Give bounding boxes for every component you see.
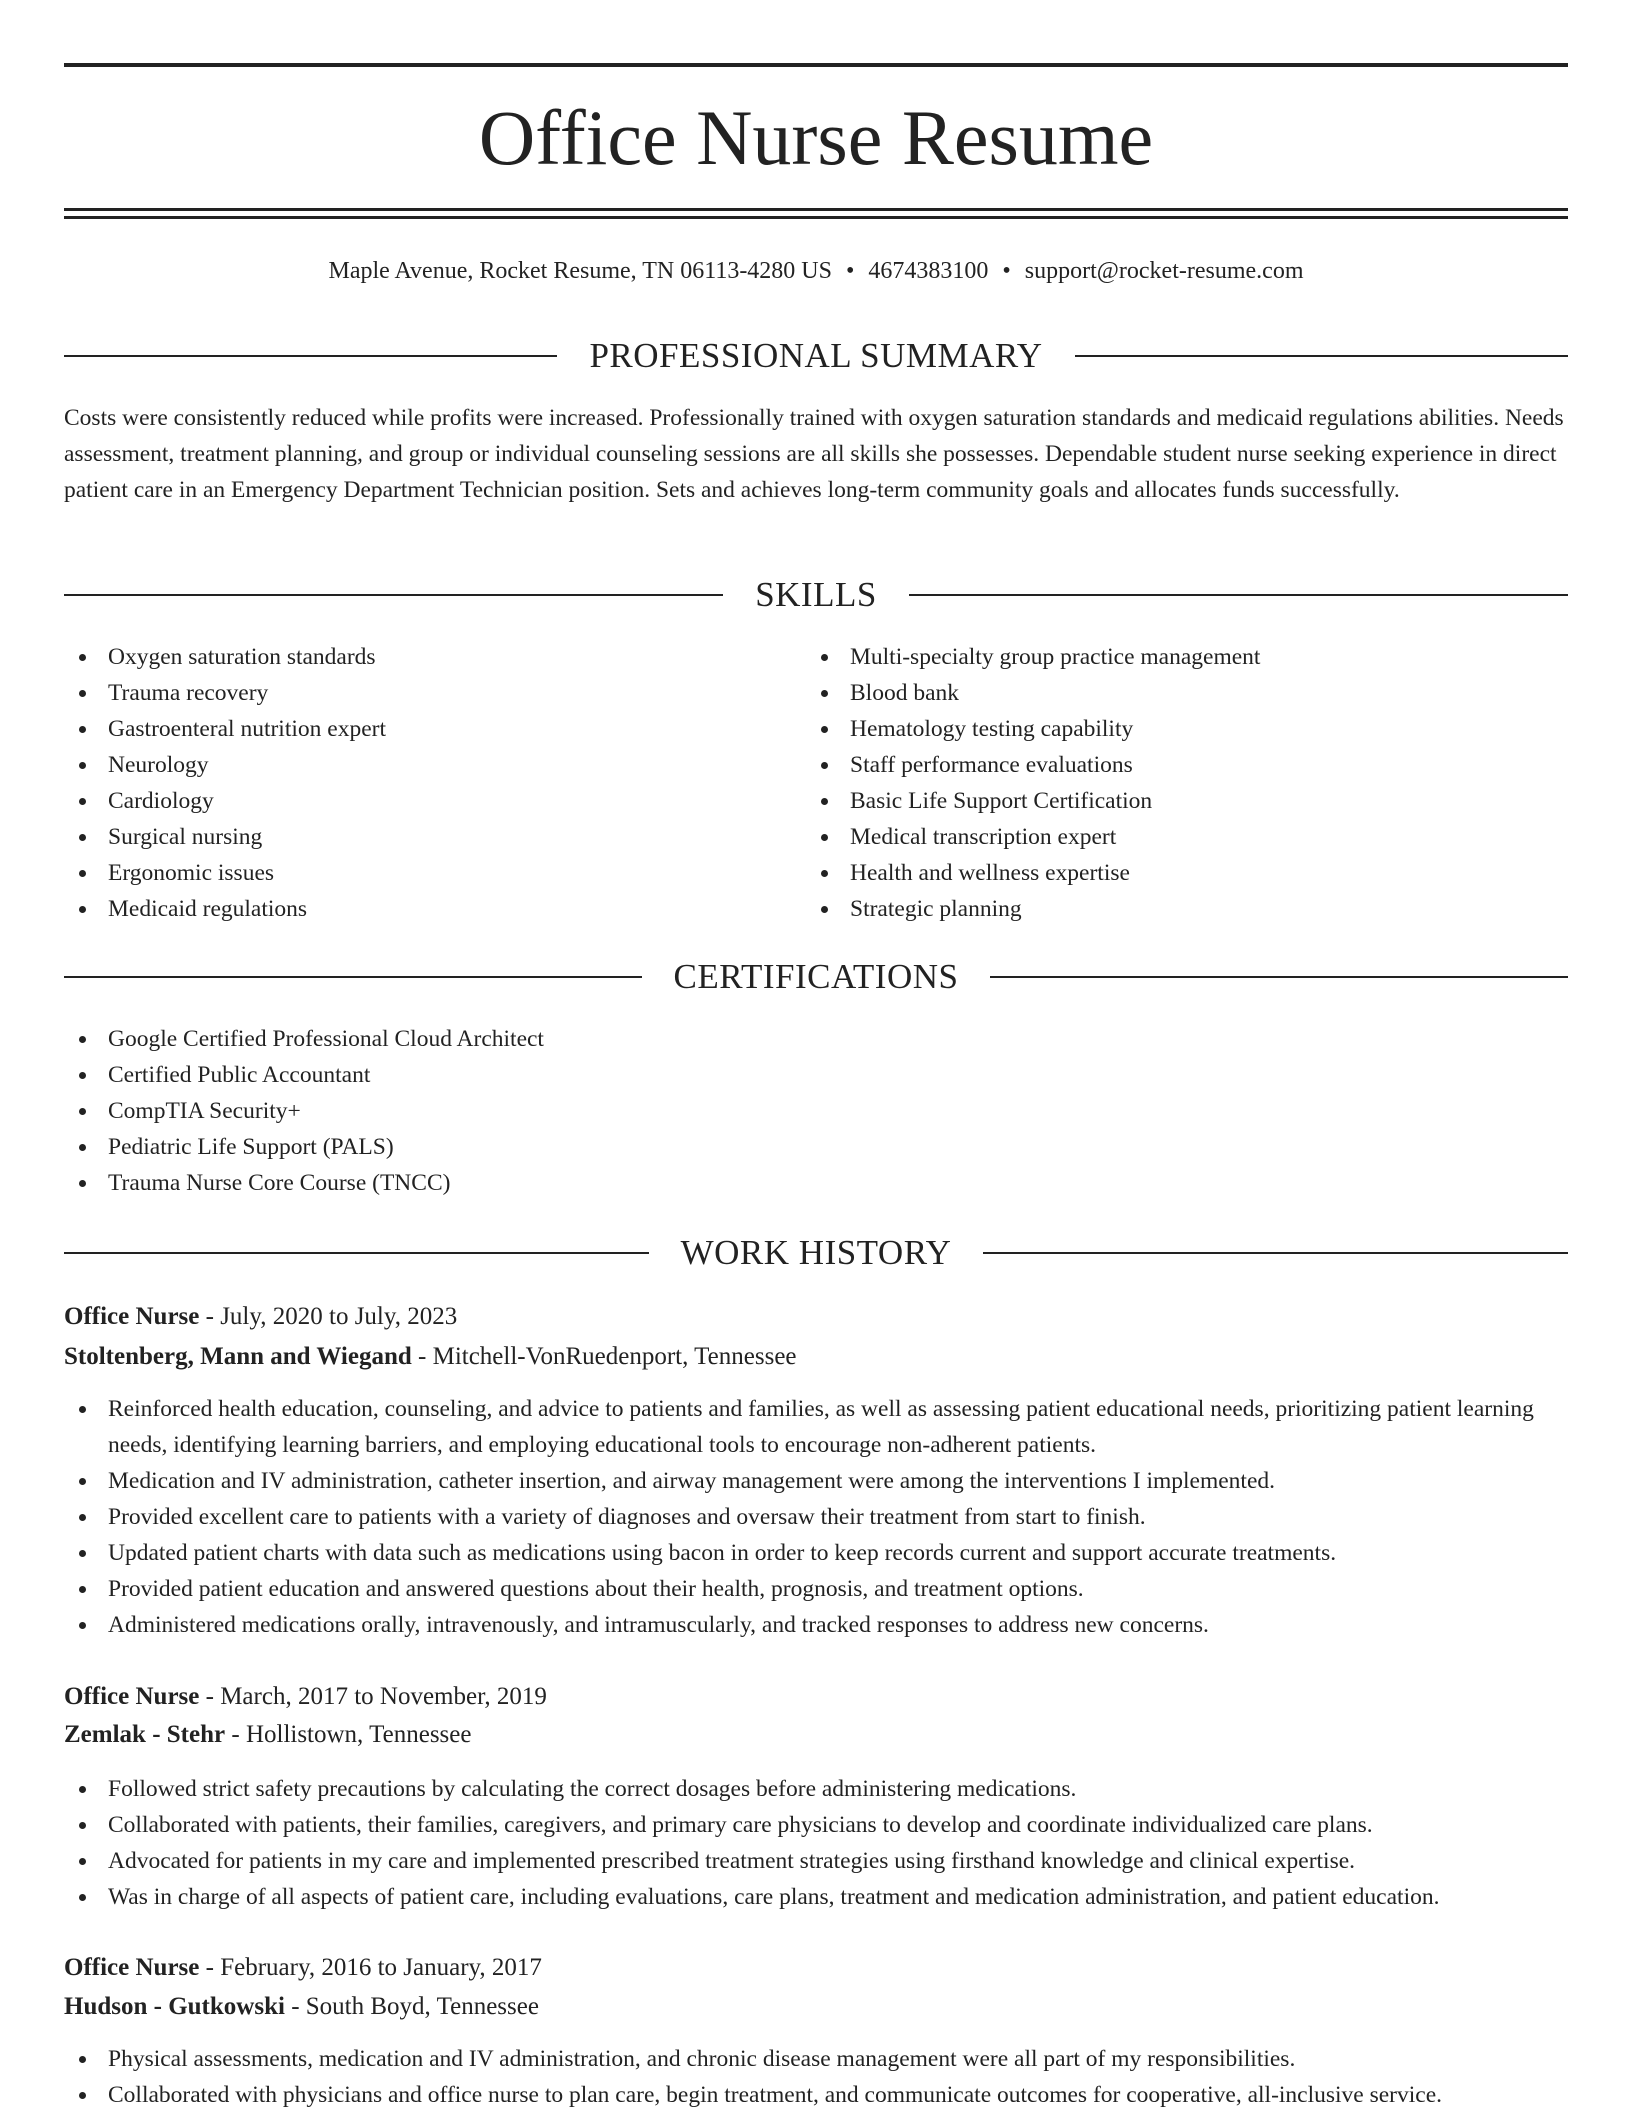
contact-separator: • xyxy=(845,258,855,284)
job-bullet: Medication and IV administration, catheter insertion, and airway management were among the interventions I implemented. xyxy=(64,1463,1568,1499)
skills-heading-row xyxy=(64,573,1568,617)
certification-item: Pediatric Life Support (PALS) xyxy=(64,1129,1568,1165)
job-location: Mitchell-VonRuedenport, Tennessee xyxy=(432,1343,797,1370)
top-rule xyxy=(64,63,1568,67)
summary-heading: PROFESSIONAL SUMMARY xyxy=(589,336,1043,375)
job-title-line xyxy=(64,1949,1568,1987)
page-title: Office Nurse Resume xyxy=(478,94,1154,181)
job-company: Hudson - Gutkowski xyxy=(64,1993,285,2020)
title-rule-upper xyxy=(64,208,1568,211)
heading-rule xyxy=(990,976,1568,978)
skill-item: Basic Life Support Certification xyxy=(806,783,1568,819)
heading-rule xyxy=(64,594,723,596)
job-dates: March, 2017 to November, 2019 xyxy=(220,1683,547,1710)
work-heading: WORK HISTORY xyxy=(680,1233,952,1272)
contact-email: support@rocket-resume.com xyxy=(1024,258,1304,284)
contact-line xyxy=(64,252,1568,290)
contact-separator: • xyxy=(1002,258,1011,284)
heading-rule xyxy=(64,976,642,978)
job-bullet: Reinforced health education, counseling, and advice to patients and families, as well as assessing patient educational needs, prioritizing patient learning needs, identifying learning barriers, and employing educational tools to encourage non-adherent patients. xyxy=(64,1391,1568,1463)
job-title-line xyxy=(64,1678,1568,1716)
job-bullet: Collaborated with physicians and office nurse to plan care, begin treatment, and communicate outcomes for cooperative, all-inclusive service. xyxy=(64,2077,1568,2113)
job-dates: July, 2020 to July, 2023 xyxy=(220,1303,458,1330)
certifications-heading-row xyxy=(64,955,1568,999)
title-rule-lower xyxy=(64,216,1568,219)
job-title: Office Nurse xyxy=(64,1954,200,1981)
contact-phone: 4674383100 xyxy=(868,258,989,284)
skill-item: Cardiology xyxy=(64,783,764,819)
job-company-line xyxy=(64,1988,1568,2026)
skill-item: Multi-specialty group practice management xyxy=(806,639,1568,675)
job-location: South Boyd, Tennessee xyxy=(305,1993,539,2020)
skill-item: Gastroenteral nutrition expert xyxy=(64,711,764,747)
skills-heading: SKILLS xyxy=(755,575,877,614)
job-bullet: Provided excellent care to patients with a variety of diagnoses and oversaw their treatment from start to finish. xyxy=(64,1499,1568,1535)
job-location: Hollistown, Tennessee xyxy=(245,1721,472,1748)
skill-item: Trauma recovery xyxy=(64,675,764,711)
job-bullet: Physical assessments, medication and IV administration, and chronic disease management were all part of my responsibilities. xyxy=(64,2041,1568,2077)
certifications-list xyxy=(64,1021,1568,1201)
skill-item: Hematology testing capability xyxy=(806,711,1568,747)
skill-item: Health and wellness expertise xyxy=(806,855,1568,891)
skill-item: Blood bank xyxy=(806,675,1568,711)
skill-item: Strategic planning xyxy=(806,891,1568,927)
job-bullets xyxy=(64,1391,1568,1643)
job-company: Stoltenberg, Mann and Wiegand xyxy=(64,1343,412,1370)
skill-item: Neurology xyxy=(64,747,764,783)
job-title: Office Nurse xyxy=(64,1303,200,1330)
job-bullet: Provided patient education and answered questions about their health, prognosis, and treatment options. xyxy=(64,1571,1568,1607)
summary-text: Costs were consistently reduced while profits were increased. Professionally trained with oxygen saturation standards and medicaid regulations abilities. Needs assessment, treatment planning, and group or individual counseling sessions are all skills she possesses. Dependable student nurse seeking experience in direct patient care in an Emergency Department Technician position. Sets and achieves long-term community goals and allocates funds successfully. xyxy=(64,405,1564,503)
dash: - xyxy=(225,1721,246,1748)
contact-address: Maple Avenue, Rocket Resume, TN 06113-4280 US xyxy=(328,258,832,284)
dash: - xyxy=(199,1303,221,1330)
work-heading-row xyxy=(64,1231,1568,1275)
job-bullet: Collaborated with patients, their families, caregivers, and primary care physicians to develop and coordinate individualized care plans. xyxy=(64,1807,1568,1843)
skills-list-right xyxy=(806,639,1568,927)
dash: - xyxy=(284,1993,306,2020)
certification-item: Google Certified Professional Cloud Architect xyxy=(64,1021,1568,1057)
skill-item: Oxygen saturation standards xyxy=(64,639,764,675)
job-title: Office Nurse xyxy=(64,1683,200,1710)
job-title-line xyxy=(64,1298,1568,1336)
heading-rule xyxy=(1075,355,1568,357)
certification-item: Trauma Nurse Core Course (TNCC) xyxy=(64,1165,1568,1201)
job-bullet: Administered medications orally, intravenously, and intramuscularly, and tracked responses to address new concerns. xyxy=(64,1607,1568,1643)
certifications-heading: CERTIFICATIONS xyxy=(673,957,959,996)
skill-item: Staff performance evaluations xyxy=(806,747,1568,783)
job-bullet: Advocated for patients in my care and implemented prescribed treatment strategies using firsthand knowledge and clinical expertise. xyxy=(64,1843,1568,1879)
skill-item: Ergonomic issues xyxy=(64,855,764,891)
skill-item: Surgical nursing xyxy=(64,819,764,855)
heading-rule xyxy=(909,594,1568,596)
dash: - xyxy=(411,1343,433,1370)
dash: - xyxy=(199,1954,221,1981)
job-bullets xyxy=(64,1771,1568,1915)
summary-heading-row xyxy=(64,334,1568,378)
job-bullets xyxy=(64,2041,1568,2113)
skill-item: Medicaid regulations xyxy=(64,891,764,927)
certification-item: Certified Public Accountant xyxy=(64,1057,1568,1093)
heading-rule xyxy=(64,355,557,357)
skills-list-left xyxy=(64,639,764,927)
certification-item: CompTIA Security+ xyxy=(64,1093,1568,1129)
heading-rule xyxy=(983,1252,1568,1254)
job-company-line xyxy=(64,1716,1568,1754)
job-company: Zemlak - Stehr xyxy=(64,1721,226,1748)
job-company-line xyxy=(64,1338,1568,1376)
heading-rule xyxy=(64,1252,649,1254)
skill-item: Medical transcription expert xyxy=(806,819,1568,855)
job-bullet: Updated patient charts with data such as medications using bacon in order to keep records current and support accurate treatments. xyxy=(64,1535,1568,1571)
job-bullet: Was in charge of all aspects of patient care, including evaluations, care plans, treatment and medication administration, and patient education. xyxy=(64,1879,1568,1915)
job-bullet: Followed strict safety precautions by calculating the correct dosages before administering medications. xyxy=(64,1771,1568,1807)
job-dates: February, 2016 to January, 2017 xyxy=(220,1954,542,1981)
dash: - xyxy=(199,1683,221,1710)
